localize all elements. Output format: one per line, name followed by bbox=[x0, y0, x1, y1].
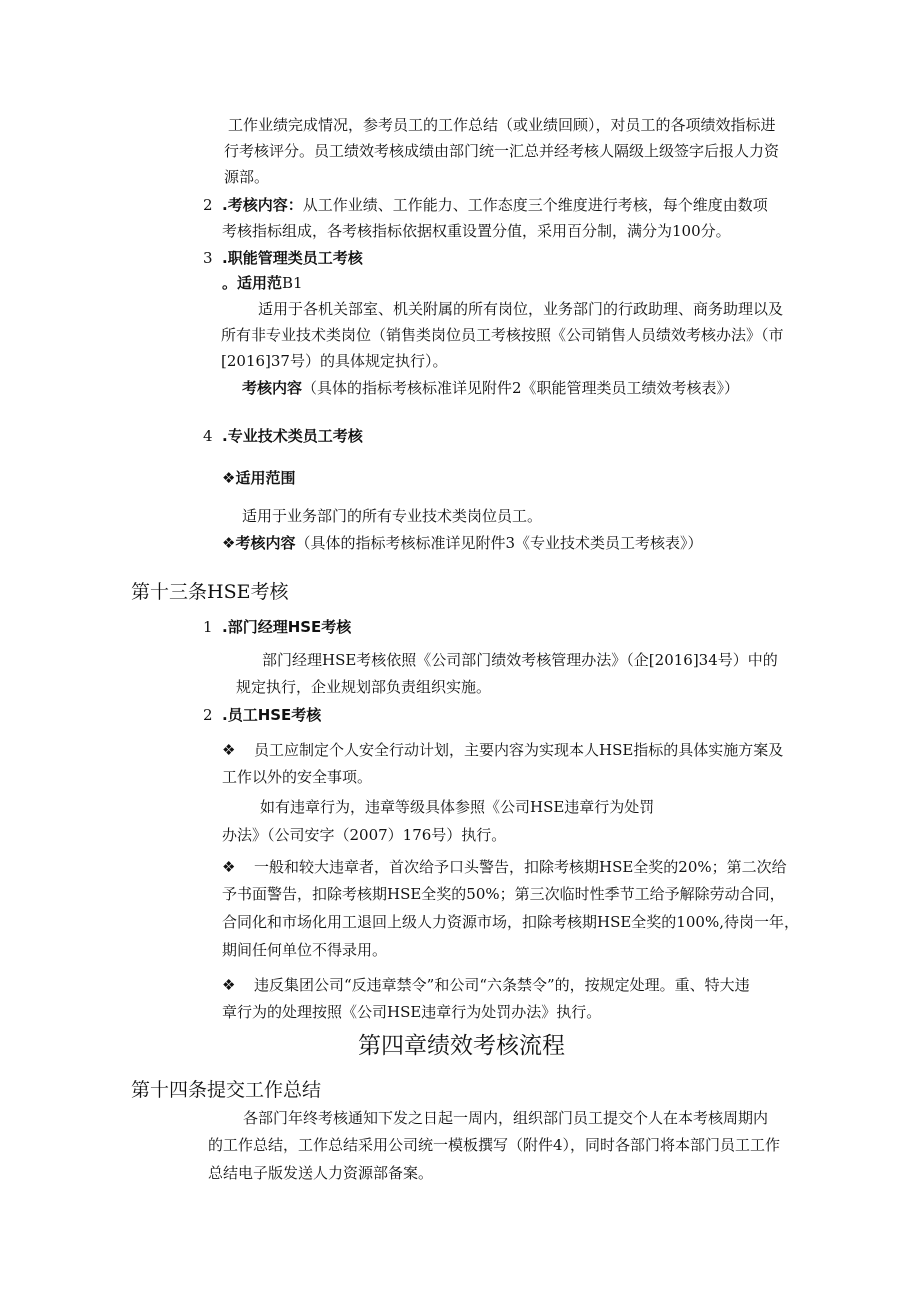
para-line: 考核指标组成，各考核指标依据权重设置分值，采用百分制，满分为100分。 bbox=[222, 222, 731, 240]
para-line: 总结电子版发送人力资源部备案。 bbox=[208, 1164, 434, 1182]
bullet-icon: ❖ bbox=[222, 858, 236, 876]
item-4-heading: .专业技术类员工考核 bbox=[222, 427, 363, 445]
para-line: 章行为的处理按照《公司HSE违章行为处罚办法》执行。 bbox=[222, 1003, 602, 1021]
para-line: 适用于业务部门的所有专业技术类岗位员工。 bbox=[242, 507, 543, 525]
chapter-4-title: 第四章绩效考核流程 bbox=[358, 1033, 565, 1059]
content-label: ❖考核内容 bbox=[222, 534, 296, 552]
para-line: 办法》（公司安字（2007）176号）执行。 bbox=[222, 826, 507, 844]
para-line: 适用于各机关部室、机关附属的所有岗位，业务部门的行政助理、商务助理以及 bbox=[258, 300, 784, 318]
para-line: 源部。 bbox=[224, 168, 270, 186]
item-3-heading: .职能管理类员工考核 bbox=[222, 249, 363, 267]
para-line: 合同化和市场化用工退回上级人力资源市场，扣除考核期HSE全奖的100%,待岗一年， bbox=[222, 913, 799, 931]
item-4-scope: ❖适用范围 bbox=[222, 469, 296, 487]
para-line: 规定执行，企业规划部负责组织实施。 bbox=[236, 678, 492, 696]
para-line: [2016]37号）的具体规定执行）。 bbox=[221, 352, 448, 370]
item-number: 2 bbox=[203, 196, 213, 214]
article-14-title: 第十四条提交工作总结 bbox=[131, 1079, 322, 1101]
para-line: 期间任何单位不得录用。 bbox=[222, 941, 388, 959]
bullet-icon: ❖ bbox=[222, 741, 236, 759]
content-text: （具体的指标考核标准详见附件3《专业技术类员工考核表》） bbox=[295, 534, 703, 552]
para-line: 所有非专业技术类岗位（销售类岗位员工考核按照《公司销售人员绩效考核办法》（市 bbox=[221, 326, 784, 344]
para-line: 员工应制定个人安全行动计划，主要内容为实现本人HSE指标的具体实施方案及 bbox=[254, 741, 784, 759]
para-line: 各部门年终考核通知下发之日起一周内，组织部门员工提交个人在本考核周期内 bbox=[243, 1109, 769, 1127]
scope-label: 。适用范 bbox=[222, 274, 283, 292]
bullet-icon: ❖ bbox=[222, 976, 236, 994]
item-2-label: .考核内容： bbox=[222, 196, 303, 214]
item-4-content bbox=[222, 533, 703, 553]
item-number: 4 bbox=[203, 427, 213, 445]
para-line: 工作以外的安全事项。 bbox=[222, 768, 373, 786]
item-2-line bbox=[222, 195, 768, 215]
item-3-content bbox=[242, 378, 739, 398]
para-line: 予书面警告，扣除考核期HSE全奖的50%；第三次临时性季节工给予解除劳动合同， bbox=[222, 885, 785, 903]
scope-tail: B1 bbox=[282, 274, 303, 292]
para-line: 工作业绩完成情况，参考员工的工作总结（或业绩回顾），对员工的各项绩效指标进 bbox=[228, 116, 776, 134]
para-line: 部门经理HSE考核依照《公司部门绩效考核管理办法》（企[2016]34号）中的 bbox=[262, 651, 778, 669]
item-2-text: 从工作业绩、工作能力、工作态度三个维度进行考核，每个维度由数项 bbox=[302, 196, 768, 214]
para-line: 一般和较大违章者，首次给予口头警告，扣除考核期HSE全奖的20%；第二次给 bbox=[254, 858, 787, 876]
para-line: 如有违章行为，违章等级具体参照《公司HSE违章行为处罚 bbox=[260, 798, 655, 816]
a13-1-heading: .部门经理HSE考核 bbox=[222, 618, 352, 636]
content-label: 考核内容 bbox=[242, 379, 303, 397]
article-13-title: 第十三条HSE考核 bbox=[131, 581, 289, 603]
item-number: 3 bbox=[203, 249, 213, 267]
para-line: 违反集团公司“反违章禁令”和公司“六条禁令”的，按规定处理。重、特大违 bbox=[254, 976, 750, 994]
item-3-scope bbox=[222, 273, 303, 293]
content-text: （具体的指标考核标准详见附件2《职能管理类员工绩效考核表》） bbox=[302, 379, 740, 397]
item-number: 1 bbox=[203, 618, 213, 636]
para-line: 的工作总结，工作总结采用公司统一模板撰写（附件4），同时各部门将本部门员工工作 bbox=[208, 1136, 781, 1154]
a13-2-heading: .员工HSE考核 bbox=[222, 706, 322, 724]
item-number: 2 bbox=[203, 706, 213, 724]
para-line: 行考核评分。员工绩效考核成绩由部门统一汇总并经考核人隔级上级签字后报人力资 bbox=[224, 142, 780, 160]
